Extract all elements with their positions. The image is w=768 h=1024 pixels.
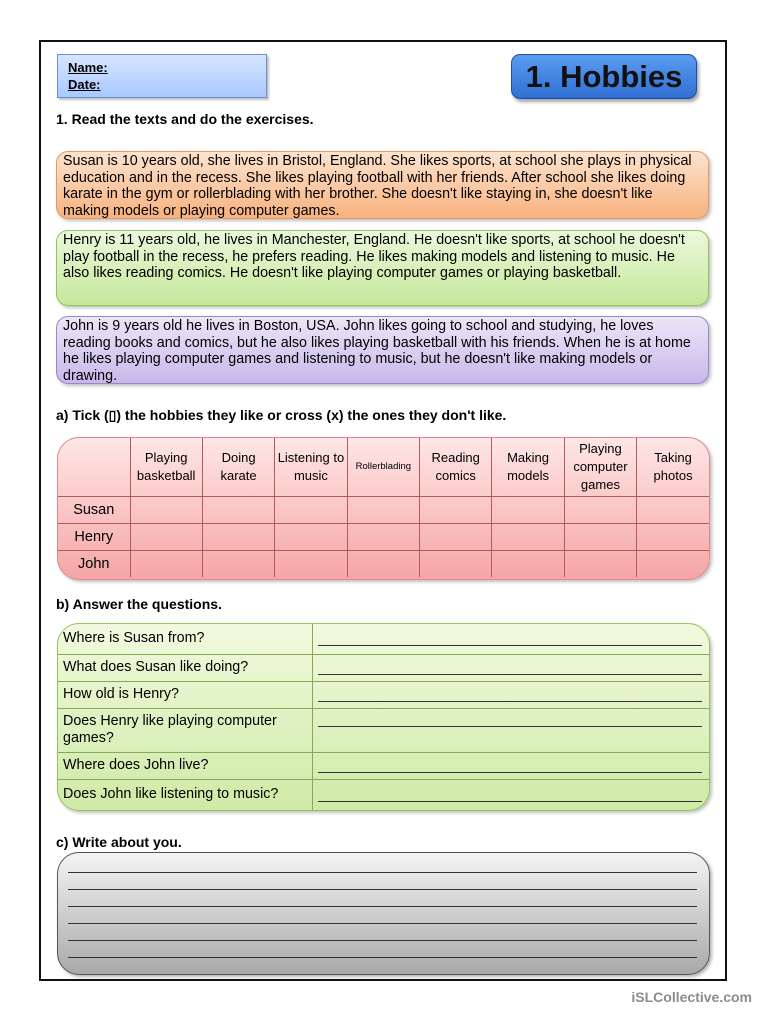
tick-row-susan bbox=[58, 497, 709, 524]
answer-line bbox=[318, 632, 703, 646]
answer-line bbox=[318, 688, 703, 702]
tick-cell[interactable] bbox=[492, 551, 564, 578]
name-date-box bbox=[57, 54, 267, 98]
tick-cell[interactable] bbox=[202, 524, 274, 551]
tick-cell[interactable] bbox=[275, 551, 347, 578]
question-text: Does John like listening to music? bbox=[58, 779, 312, 810]
tick-cell[interactable] bbox=[347, 524, 419, 551]
tick-cell[interactable] bbox=[202, 551, 274, 578]
tick-cell[interactable] bbox=[637, 497, 709, 524]
name-label: Name: bbox=[68, 60, 108, 75]
question-text: What does Susan like doing? bbox=[58, 654, 312, 681]
question-text: Where is Susan from? bbox=[58, 624, 312, 654]
write-about-you-area[interactable] bbox=[57, 852, 710, 975]
col-making-models: Making models bbox=[492, 438, 564, 497]
question-row bbox=[58, 624, 709, 654]
tick-cell[interactable] bbox=[564, 524, 636, 551]
col-taking-photos: Taking photos bbox=[637, 438, 709, 497]
question-row bbox=[58, 654, 709, 681]
tick-row-henry bbox=[58, 524, 709, 551]
tick-cell[interactable] bbox=[275, 497, 347, 524]
date-label: Date: bbox=[68, 77, 101, 92]
question-row bbox=[58, 708, 709, 752]
tick-header-corner bbox=[58, 438, 130, 497]
text-susan: Susan is 10 years old, she lives in Bristol, England. She likes sports, at school she plays in physical education and in the recess. She likes playing football with her friends. After school she likes doing karate in the gym or rollerblading with her brother. She doesn't like staying in, she doesn't like making models or playing computer games. bbox=[56, 151, 709, 219]
writing-line bbox=[68, 940, 697, 941]
writing-line bbox=[68, 923, 697, 924]
question-text: How old is Henry? bbox=[58, 681, 312, 708]
question-text: Does Henry like playing computer games? bbox=[58, 708, 312, 752]
questions-table bbox=[57, 623, 710, 811]
text-henry: Henry is 11 years old, he lives in Manchester, England. He doesn't like sports, at school he doesn't play football in the recess, he prefers reading. He likes making models and listening to music. He also likes reading comics. He doesn't like playing computer games or playing basketball. bbox=[56, 230, 709, 306]
col-playing-basketball: Playing basketball bbox=[130, 438, 202, 497]
question-row bbox=[58, 752, 709, 779]
tick-cell[interactable] bbox=[130, 497, 202, 524]
tick-row-john bbox=[58, 551, 709, 578]
tick-cell[interactable] bbox=[202, 497, 274, 524]
tick-cell[interactable] bbox=[637, 551, 709, 578]
tick-cell[interactable] bbox=[564, 551, 636, 578]
col-listening-to-music: Listening to music bbox=[275, 438, 347, 497]
tick-cell[interactable] bbox=[564, 497, 636, 524]
instruction-heading: 1. Read the texts and do the exercises. bbox=[56, 111, 314, 127]
row-label: John bbox=[58, 551, 130, 578]
tick-table bbox=[57, 437, 710, 580]
writing-line bbox=[68, 906, 697, 907]
section-c-heading: c) Write about you. bbox=[56, 834, 182, 850]
tick-cell[interactable] bbox=[275, 524, 347, 551]
answer-line bbox=[318, 661, 703, 675]
tick-cell[interactable] bbox=[420, 524, 492, 551]
tick-cell[interactable] bbox=[130, 524, 202, 551]
row-label: Susan bbox=[58, 497, 130, 524]
answer-field[interactable] bbox=[312, 752, 709, 779]
tick-cell[interactable] bbox=[492, 497, 564, 524]
question-row bbox=[58, 681, 709, 708]
col-rollerblading: Rollerblading bbox=[347, 438, 419, 497]
section-a-heading: a) Tick (▯) the hobbies they like or cross (x) the ones they don't like. bbox=[56, 407, 507, 423]
tick-cell[interactable] bbox=[130, 551, 202, 578]
worksheet-title: 1. Hobbies bbox=[511, 54, 697, 99]
tick-cell[interactable] bbox=[347, 497, 419, 524]
question-text: Where does John live? bbox=[58, 752, 312, 779]
tick-cell[interactable] bbox=[492, 524, 564, 551]
col-reading-comics: Reading comics bbox=[420, 438, 492, 497]
question-row bbox=[58, 779, 709, 810]
answer-line bbox=[318, 759, 703, 773]
answer-field[interactable] bbox=[312, 681, 709, 708]
answer-line bbox=[318, 788, 703, 802]
tick-header-row bbox=[58, 438, 709, 497]
answer-field[interactable] bbox=[312, 624, 709, 654]
answer-field[interactable] bbox=[312, 779, 709, 810]
tick-cell[interactable] bbox=[637, 524, 709, 551]
row-label: Henry bbox=[58, 524, 130, 551]
tick-cell[interactable] bbox=[420, 551, 492, 578]
writing-line bbox=[68, 872, 697, 873]
text-john: John is 9 years old he lives in Boston, USA. John likes going to school and studying, he loves reading books and comics, but he also likes playing basketball with his friends. When he is at home he likes playing computer games and listening to music, but he doesn't like making models or drawing. bbox=[56, 316, 709, 384]
col-playing-computer-games: Playing computer games bbox=[564, 438, 636, 497]
answer-line bbox=[318, 713, 703, 727]
col-doing-karate: Doing karate bbox=[202, 438, 274, 497]
tick-cell[interactable] bbox=[420, 497, 492, 524]
answer-field[interactable] bbox=[312, 708, 709, 752]
answer-field[interactable] bbox=[312, 654, 709, 681]
site-watermark: iSLCollective.com bbox=[631, 989, 752, 1005]
tick-cell[interactable] bbox=[347, 551, 419, 578]
writing-line bbox=[68, 889, 697, 890]
section-b-heading: b) Answer the questions. bbox=[56, 596, 222, 612]
writing-line bbox=[68, 957, 697, 958]
